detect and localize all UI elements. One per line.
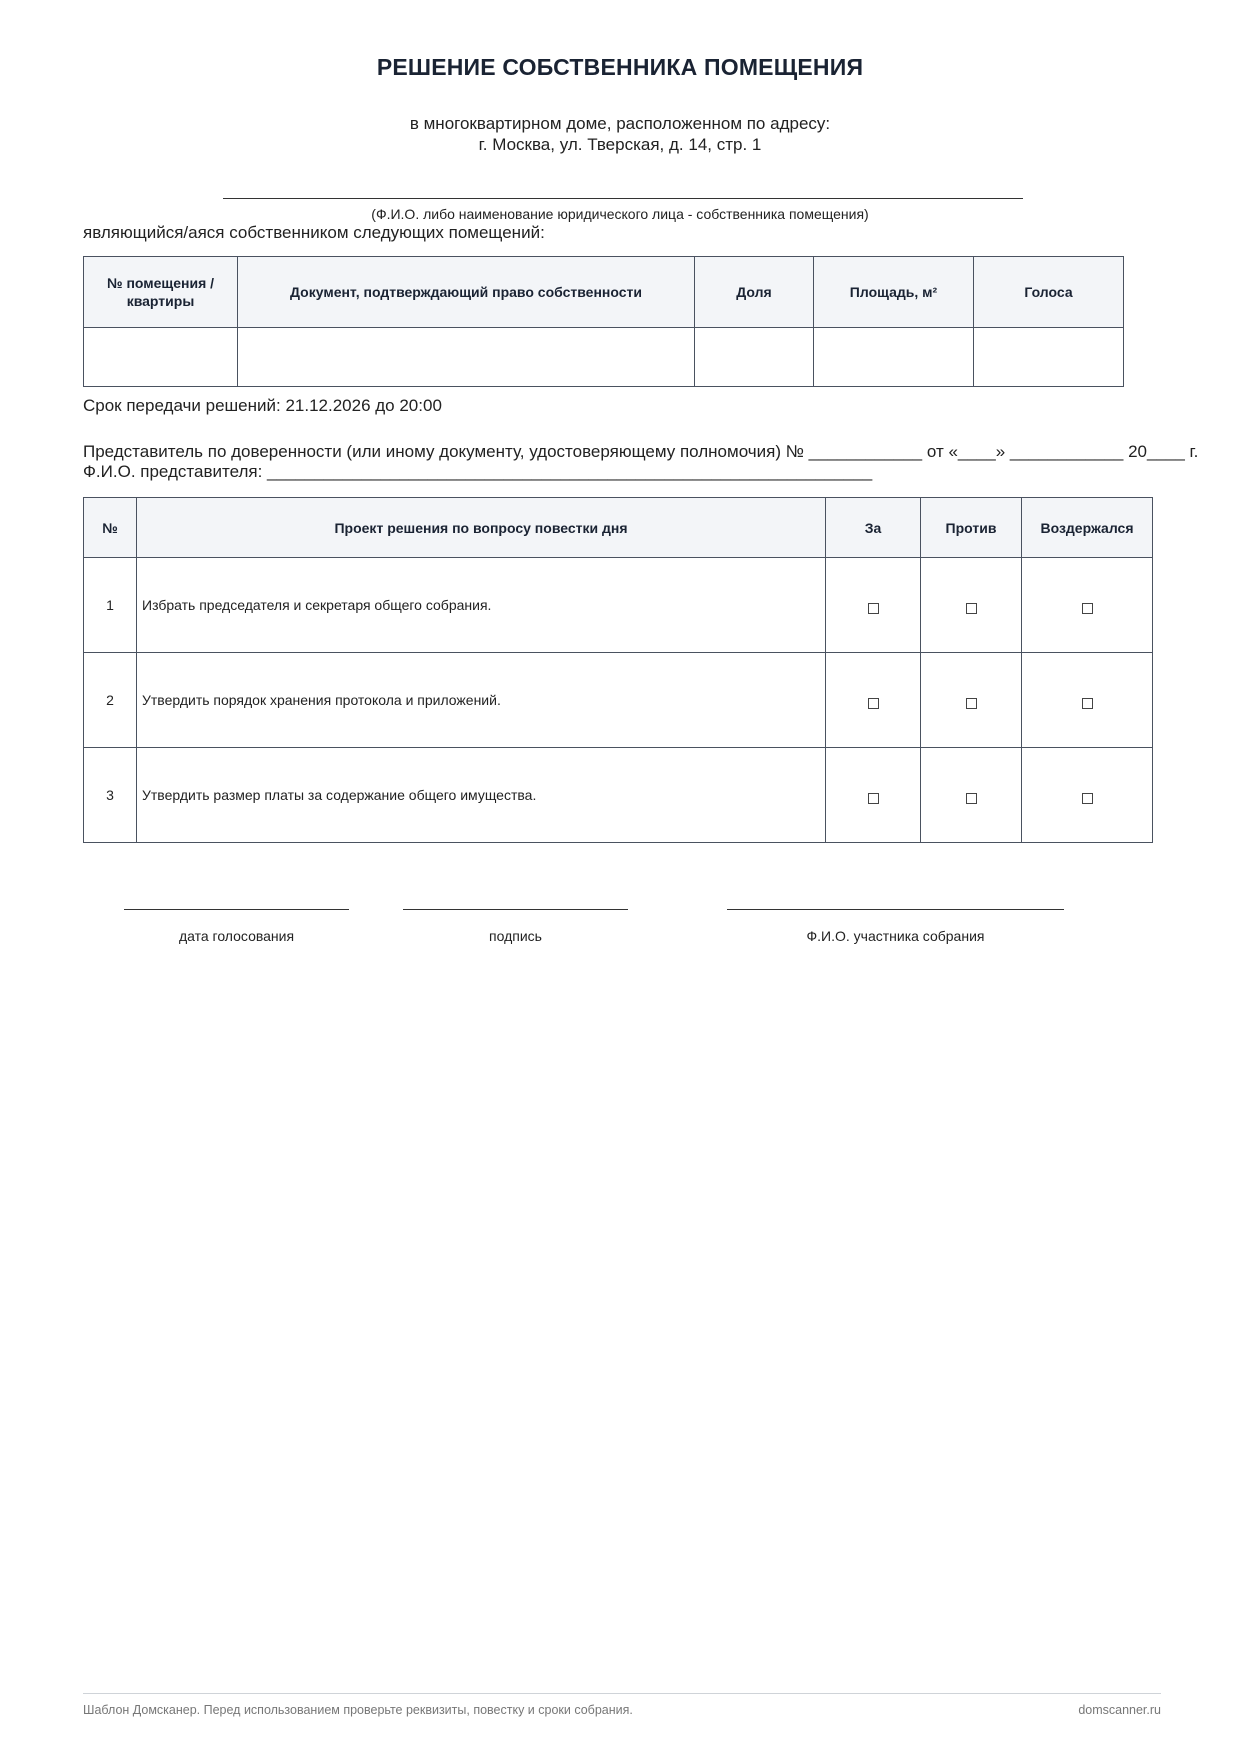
header-votes: Голоса <box>974 257 1124 328</box>
agenda-number: 3 <box>84 748 137 843</box>
vote-abstain-checkbox[interactable] <box>1082 698 1093 709</box>
header-room-number: № помещения / квартиры <box>84 257 238 328</box>
footer-divider <box>83 1693 1161 1694</box>
representative-line: Представитель по доверенности (или иному документу, удостоверяющему полномочия) № ____________ от «____» ____________ 20____ г. <box>83 442 1199 461</box>
property-table-row <box>84 328 1124 387</box>
cell-share[interactable] <box>695 328 814 387</box>
property-table <box>83 256 1124 387</box>
vote-abstain-checkbox[interactable] <box>1082 793 1093 804</box>
agenda-question: Утвердить размер платы за содержание общего имущества. <box>137 748 826 843</box>
voting-date-label: дата голосования <box>178 928 295 944</box>
header-ownership-document: Документ, подтверждающий право собственности <box>238 257 695 328</box>
vote-against-checkbox[interactable] <box>966 698 977 709</box>
owner-name-line[interactable] <box>223 198 1023 199</box>
owner-statement: являющийся/аяся собственником следующих помещений: <box>83 223 545 242</box>
owner-caption: (Ф.И.О. либо наименование юридического лица - собственника помещения) <box>371 206 869 222</box>
header-for: За <box>826 498 921 558</box>
representative-name-line: Ф.И.О. представителя: ________________________________________________________________ <box>83 462 873 481</box>
cell-area[interactable] <box>814 328 974 387</box>
header-decision-draft: Проект решения по вопросу повестки дня <box>137 498 826 558</box>
building-address: г. Москва, ул. Тверская, д. 14, стр. 1 <box>478 135 762 154</box>
header-share: Доля <box>695 257 814 328</box>
cell-ownership-document[interactable] <box>238 328 695 387</box>
document-title: РЕШЕНИЕ СОБСТВЕННИКА ПОМЕЩЕНИЯ <box>376 54 864 80</box>
header-against: Против <box>921 498 1022 558</box>
footer-site-link[interactable]: domscanner.ru <box>1078 1703 1161 1717</box>
participant-name-label: Ф.И.О. участника собрания <box>806 928 985 944</box>
agenda-table-header <box>84 498 1153 558</box>
vote-abstain-checkbox[interactable] <box>1082 603 1093 614</box>
participant-name-line[interactable] <box>727 909 1064 910</box>
agenda-row <box>84 558 1153 653</box>
cell-votes[interactable] <box>974 328 1124 387</box>
vote-for-checkbox[interactable] <box>868 793 879 804</box>
footer-note: Шаблон Домсканер. Перед использованием проверьте реквизиты, повестку и сроки собрания. <box>83 1703 633 1717</box>
vote-for-checkbox[interactable] <box>868 698 879 709</box>
deadline-text: Срок передачи решений: 21.12.2026 до 20:00 <box>83 396 442 415</box>
address-intro: в многоквартирном доме, расположенном по адресу: <box>409 114 831 133</box>
cell-room-number[interactable] <box>84 328 238 387</box>
agenda-table <box>83 497 1153 843</box>
agenda-row <box>84 748 1153 843</box>
header-abstained: Воздержался <box>1022 498 1153 558</box>
vote-against-checkbox[interactable] <box>966 793 977 804</box>
signature-line[interactable] <box>403 909 628 910</box>
agenda-question: Избрать председателя и секретаря общего собрания. <box>137 558 826 653</box>
vote-for-checkbox[interactable] <box>868 603 879 614</box>
signature-label: подпись <box>489 928 542 944</box>
agenda-number: 2 <box>84 653 137 748</box>
voting-date-line[interactable] <box>124 909 349 910</box>
header-area: Площадь, м² <box>814 257 974 328</box>
agenda-question: Утвердить порядок хранения протокола и приложений. <box>137 653 826 748</box>
agenda-number: 1 <box>84 558 137 653</box>
property-table-header <box>84 257 1124 328</box>
header-number: № <box>84 498 137 558</box>
agenda-row <box>84 653 1153 748</box>
vote-against-checkbox[interactable] <box>966 603 977 614</box>
